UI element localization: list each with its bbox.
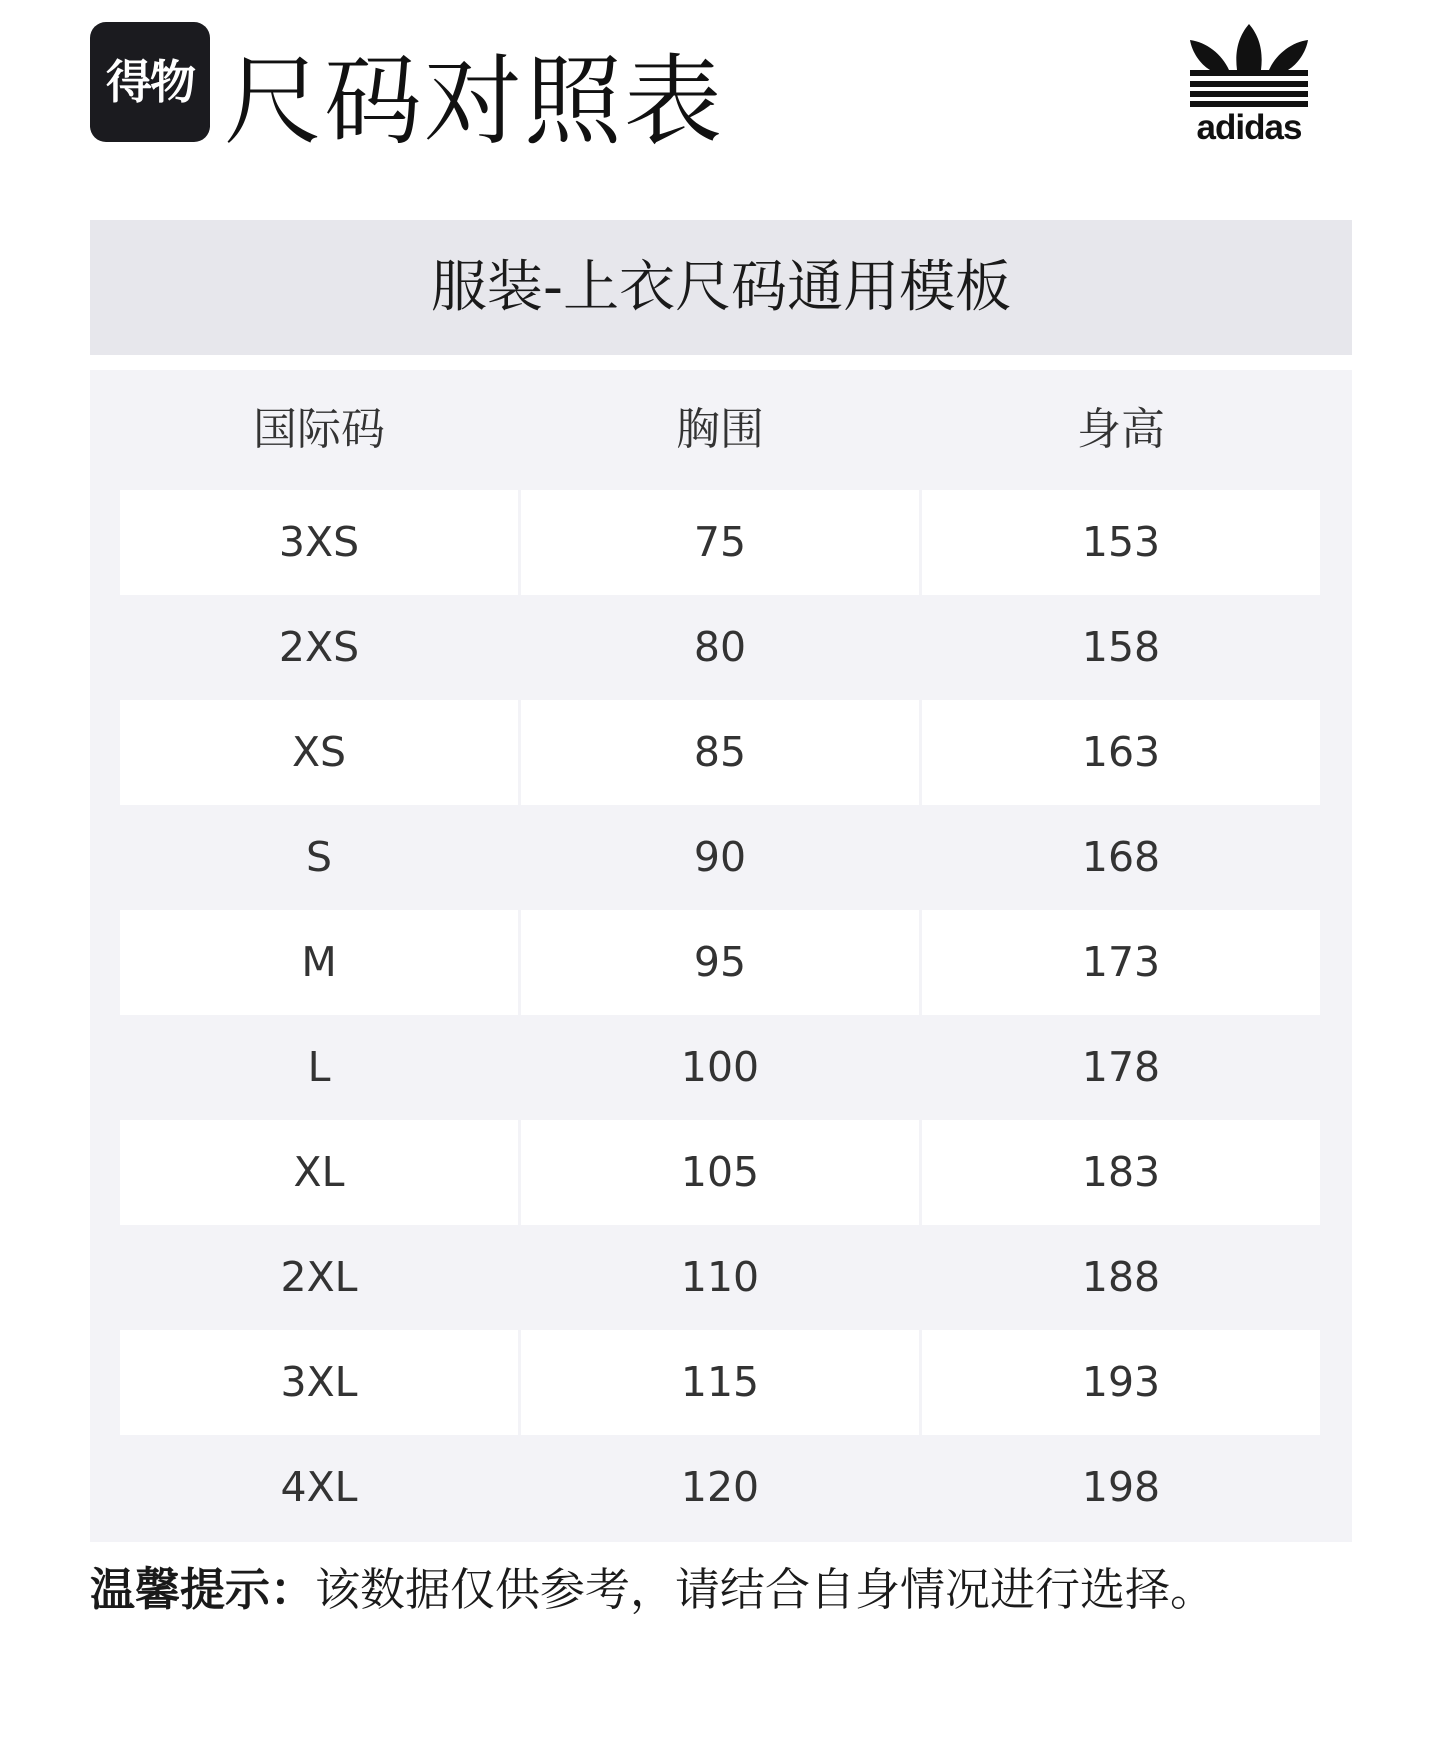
column-header-international-size: 国际码	[253, 404, 385, 455]
warm-tip-label: 温馨提示：	[90, 1563, 316, 1616]
table-row	[120, 1330, 1320, 1435]
size-cell: 3XS	[120, 490, 518, 595]
warm-tip	[90, 1555, 1360, 1625]
table-row	[120, 805, 1320, 910]
table-row	[120, 1120, 1320, 1225]
size-cell: 2XS	[278, 623, 360, 671]
page-header	[90, 22, 1350, 172]
height-cell: 168	[1081, 833, 1161, 881]
adidas-wordmark: adidas	[1196, 108, 1302, 147]
chest-cell: 80	[693, 623, 747, 671]
chest-cell: 105	[521, 1120, 919, 1225]
height-cell: 188	[1081, 1253, 1161, 1301]
size-cell: 3XL	[120, 1330, 518, 1435]
chest-cell: 90	[693, 833, 747, 881]
height-cell: 198	[1081, 1463, 1161, 1511]
chest-cell: 110	[680, 1253, 760, 1301]
size-cell: XL	[120, 1120, 518, 1225]
table-body	[120, 490, 1320, 1540]
chest-cell: 115	[521, 1330, 919, 1435]
height-cell: 178	[1081, 1043, 1161, 1091]
table-row	[120, 1225, 1320, 1330]
dewu-brand-badge: 得物	[90, 22, 210, 142]
table-row	[120, 1015, 1320, 1120]
size-cell: L	[307, 1043, 331, 1091]
chest-cell: 120	[680, 1463, 760, 1511]
adidas-logo	[1188, 24, 1310, 154]
height-cell: 193	[922, 1330, 1320, 1435]
size-cell: S	[305, 833, 333, 881]
table-header	[120, 370, 1320, 490]
adidas-trefoil-icon	[1188, 24, 1310, 108]
page-title: 尺码对照表	[224, 45, 725, 159]
column-header-height: 身高	[1077, 404, 1165, 455]
column-header-chest: 胸围	[676, 404, 764, 455]
warm-tip-text: 该数据仅供参考，请结合自身情况进行选择。	[315, 1563, 1216, 1616]
subtitle-bar	[90, 220, 1352, 355]
table-row	[120, 910, 1320, 1015]
height-cell: 173	[922, 910, 1320, 1015]
size-cell: M	[120, 910, 518, 1015]
size-cell: 2XL	[280, 1253, 358, 1301]
chest-cell: 85	[521, 700, 919, 805]
chest-cell: 95	[521, 910, 919, 1015]
size-cell: 4XL	[280, 1463, 358, 1511]
chest-cell: 100	[680, 1043, 760, 1091]
table-row	[120, 490, 1320, 595]
table-row	[120, 700, 1320, 805]
chest-cell: 75	[521, 490, 919, 595]
height-cell: 183	[922, 1120, 1320, 1225]
table-row	[120, 1435, 1320, 1540]
chart-subtitle: 服装-上衣尺码通用模板	[430, 255, 1012, 320]
height-cell: 158	[1081, 623, 1161, 671]
size-cell: XS	[120, 700, 518, 805]
height-cell: 163	[922, 700, 1320, 805]
size-table	[90, 370, 1352, 1542]
height-cell: 153	[922, 490, 1320, 595]
table-row	[120, 595, 1320, 700]
